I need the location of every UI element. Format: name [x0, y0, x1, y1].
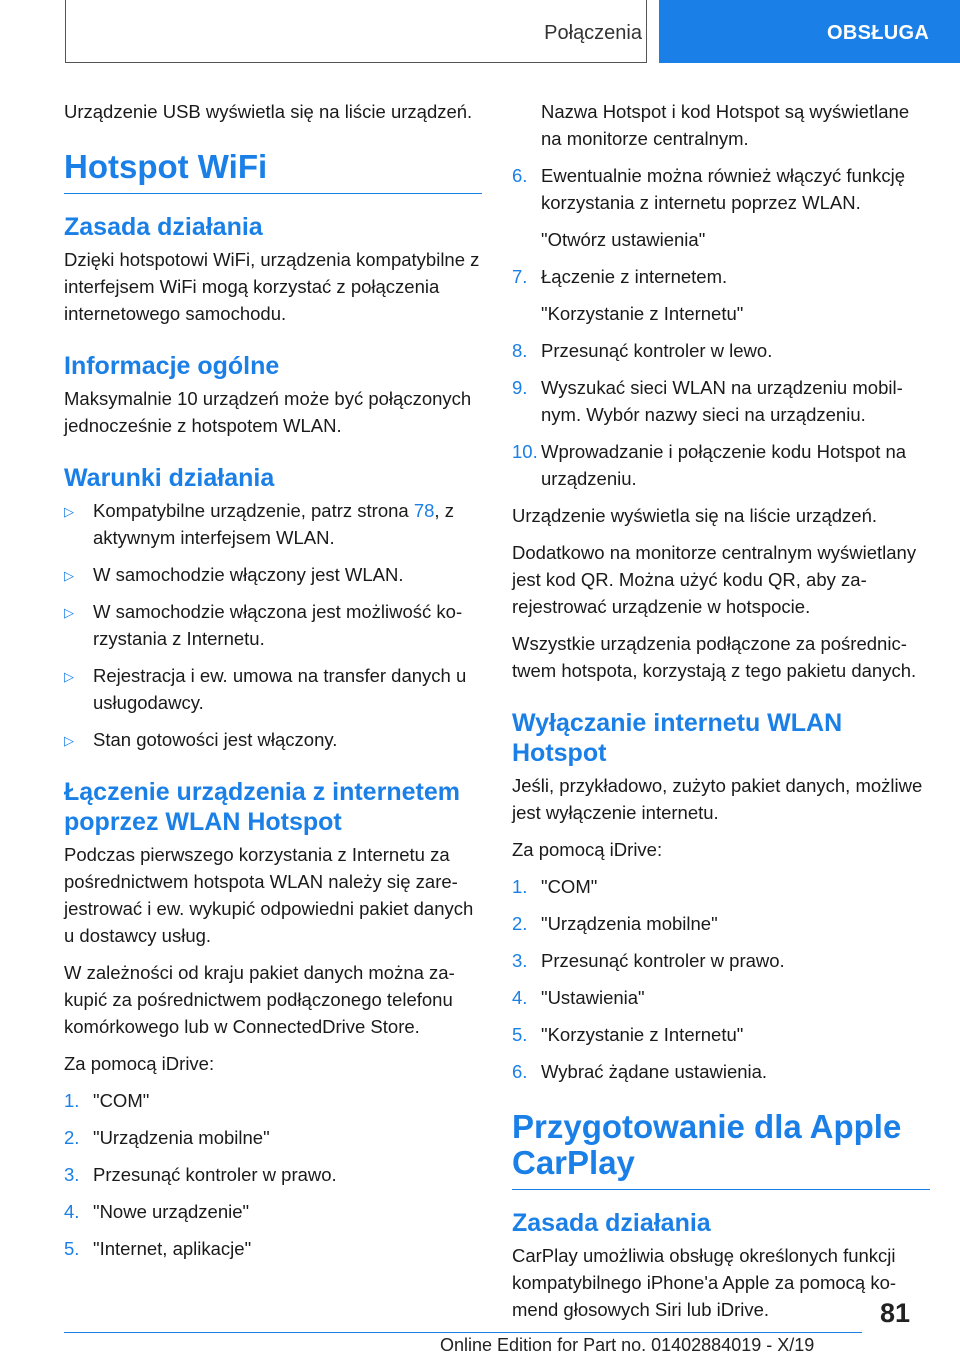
wylaczanie-text: Jeśli, przykładowo, zużyto pakiet danych, możliwe jest wyłączenie internetu.	[512, 775, 923, 823]
triangle-bullet-icon: ▷	[64, 568, 74, 583]
list-item: 4. "Nowe urządzenie"	[64, 1201, 250, 1222]
list-item: 3. Przesunąć kontroler w prawo.	[512, 950, 785, 971]
steps-list-2	[512, 873, 930, 1085]
list-item-sub: "Korzystanie z Internetu"	[541, 303, 744, 324]
zasada-text: Dzięki hotspotowi WiFi, urządzenia kompatybilne z interfejsem WiFi mogą korzystać z połączenia internetowego samochodu.	[64, 249, 480, 324]
header-chapter-tab: OBSŁUGA	[659, 0, 960, 63]
triangle-bullet-icon: ▷	[64, 605, 74, 620]
list-item: 6. Ewentualnie można również włączyć funkcję korzystania z internetu poprzez WLAN.	[512, 165, 906, 213]
result-text: Urządzenie wyświetla się na liście urządzeń.	[512, 505, 878, 526]
intro-text: Urządzenie USB wyświetla się na liście urządzeń.	[64, 101, 473, 122]
triangle-bullet-icon: ▷	[64, 669, 74, 684]
steps-list-continued	[512, 162, 930, 492]
heading-warunki: Warunki działania	[64, 464, 275, 492]
footer-divider	[64, 1332, 862, 1333]
qr-text: Dodatkowo na monitorze centralnym wyświetlany jest kod QR. Można użyć kodu QR, aby zarejestrować urządzenie w hotspocie.	[512, 542, 917, 617]
list-item: ▷ Stan gotowości jest włączony.	[64, 726, 482, 753]
warunki-list	[64, 497, 482, 753]
heading-wylaczanie: Wyłączanie internetu WLAN Hotspot	[512, 709, 843, 767]
triangle-bullet-icon: ▷	[64, 504, 74, 519]
list-item: 10. Wprowadzanie i połączenie kodu Hotspot na urządzeniu.	[512, 441, 907, 489]
heading-hotspot-wifi: Hotspot WiFi	[64, 149, 482, 194]
list-item: 7. Łączenie z internetem.	[512, 266, 728, 287]
heading-informacje: Informacje ogólne	[64, 352, 280, 380]
idrive-label: Za pomocą iDrive:	[64, 1053, 215, 1074]
list-item: 2. "Urządzenia mobilne"	[64, 1127, 270, 1148]
carplay-text: CarPlay umożliwia obsługę określonych funkcji kompatybilnego iPhone'a Apple za pomocą komend głosowych Siri lub iDrive.	[512, 1245, 897, 1320]
right-column	[512, 98, 930, 1333]
list-item: 9. Wyszukać sieci WLAN na urządzeniu mobilnym. Wybór nazwy sieci na urządzeniu.	[512, 377, 903, 425]
list-item: 4. "Ustawienia"	[512, 987, 645, 1008]
left-column	[64, 98, 482, 1272]
page-number: 81	[880, 1298, 911, 1328]
heading-carplay: Przygotowanie dla Apple CarPlay	[512, 1109, 930, 1190]
laczenie-text-1: Podczas pierwszego korzystania z Internetu za pośrednictwem hotspota WLAN należy się zarejestrować i ew. wykupić odpowiedni pakiet danych u dostawcy usług.	[64, 844, 474, 946]
triangle-bullet-icon: ▷	[64, 733, 74, 748]
shared-data-text: Wszystkie urządzenia podłączone za pośrednictwem hotspota, korzystają z tego pakietu danych.	[512, 633, 917, 681]
continued-text: Nazwa Hotspot i kod Hotspot są wyświetlane na monitorze centralnym.	[541, 101, 910, 149]
page-link[interactable]: 78	[413, 500, 435, 521]
informacje-text: Maksymalnie 10 urządzeń może być połączonych jednocześnie z hotspotem WLAN.	[64, 388, 472, 436]
footer-edition: Online Edition for Part no. 01402884019 - X/19	[440, 1335, 815, 1355]
list-item: ▷ W samochodzie włączona jest możliwość korzystania z Internetu.	[64, 601, 463, 649]
heading-zasada-carplay: Zasada działania	[512, 1209, 711, 1237]
list-item: 1. "COM"	[512, 876, 598, 897]
laczenie-text-2: W zależności od kraju pakiet danych można zakupić za pośrednictwem podłączonego telefonu komórkowego lub w ConnectedDrive Store.	[64, 962, 455, 1037]
list-item: 3. Przesunąć kontroler w prawo.	[64, 1164, 337, 1185]
steps-list	[64, 1087, 482, 1262]
list-item: 5. "Internet, aplikacje"	[64, 1238, 252, 1259]
list-item: ▷ Kompatybilne urządzenie, patrz strona 78, z aktywnym interfejsem WLAN.	[64, 500, 454, 548]
list-item: 8. Przesunąć kontroler w lewo.	[512, 340, 773, 361]
list-item: ▷ Rejestracja i ew. umowa na transfer danych u usługodawcy.	[64, 665, 467, 713]
idrive-label: Za pomocą iDrive:	[512, 839, 663, 860]
list-item: 2. "Urządzenia mobilne"	[512, 913, 718, 934]
list-item-sub: "Otwórz ustawienia"	[541, 229, 706, 250]
heading-zasada: Zasada działania	[64, 213, 263, 241]
heading-laczenie: Łączenie urządzenia z internetem poprzez WLAN Hotspot	[64, 778, 460, 836]
list-item: 1. "COM"	[64, 1090, 150, 1111]
list-item: 5. "Korzystanie z Internetu"	[512, 1024, 744, 1045]
header-section-title: Połączenia	[544, 22, 642, 44]
list-item: ▷ W samochodzie włączony jest WLAN.	[64, 561, 482, 588]
list-item: 6. Wybrać żądane ustawienia.	[512, 1061, 768, 1082]
